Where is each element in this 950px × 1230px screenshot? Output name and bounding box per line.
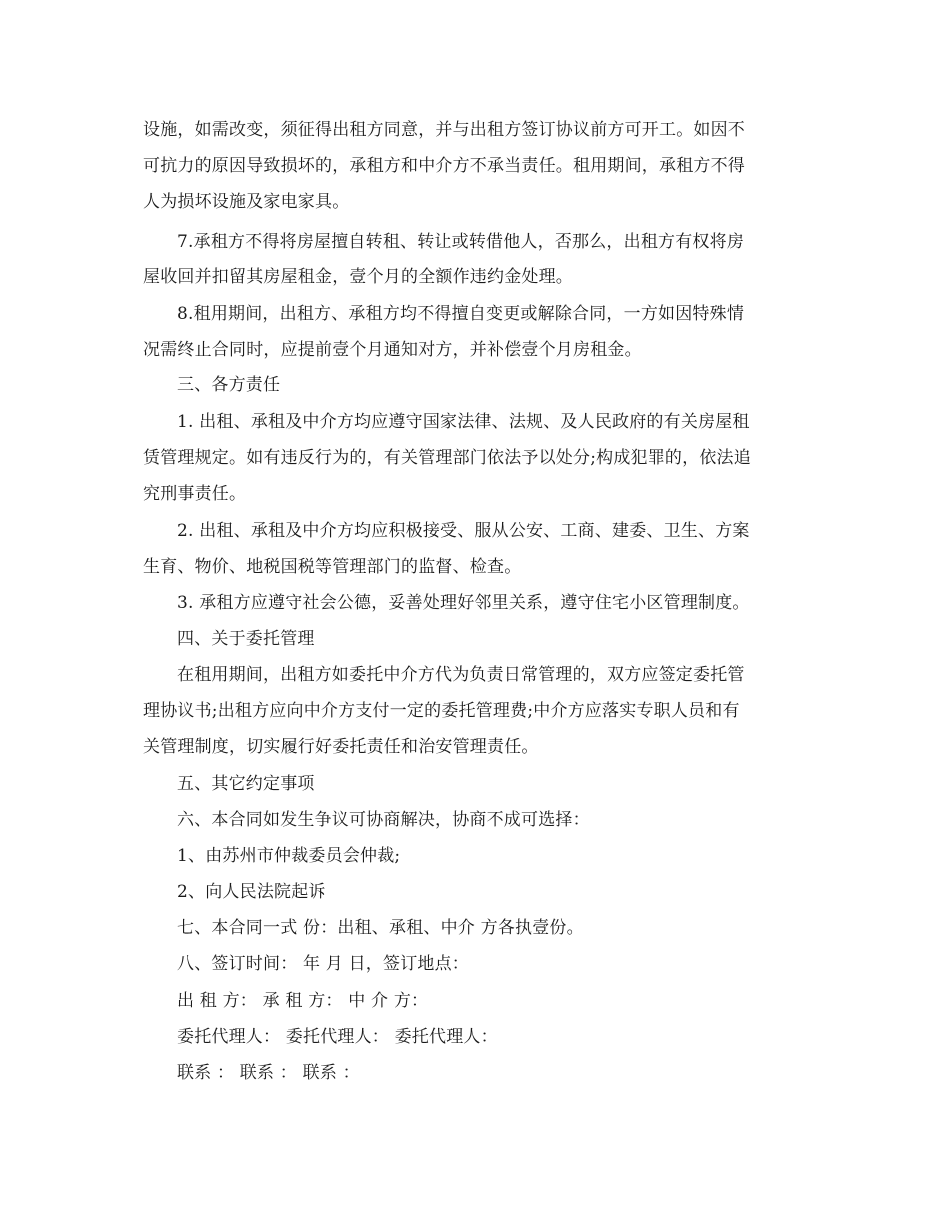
text-line: 8.租用期间，出租方、承租方均不得擅自变更或解除合同，一方如因特殊情 (177, 304, 745, 324)
section-heading: 五、其它约定事项 (177, 774, 315, 794)
text-line: 六、本合同如发生争议可协商解决，协商不成可选择： (177, 810, 590, 830)
signature-contacts: 联系 ： 联系 ： 联系 ： (177, 1063, 360, 1083)
text-line: 设施，如需改变，须征得出租方同意，并与出租方签订协议前方可开工。如因不 (143, 120, 745, 140)
text-line: 究刑事责任。 (143, 484, 247, 504)
text-line: 生育、物价、地税国税等管理部门的监督、检查。 (143, 557, 522, 577)
text-line: 屋收回并扣留其房屋租金，壹个月的全额作违约金处理。 (143, 267, 573, 287)
text-line: 3. 承租方应遵守社会公德，妥善处理好邻里关系，遵守住宅小区管理制度。 (177, 593, 750, 613)
text-line: 关管理制度，切实履行好委托责任和治安管理责任。 (143, 737, 539, 757)
section-heading: 四、关于委托管理 (177, 629, 315, 649)
text-line: 人为损坏设施及家电家具。 (143, 192, 350, 212)
text-line: 理协议书;出租方应向中介方支付一定的委托管理费;中介方应落实专职人员和有 (143, 701, 740, 721)
signature-agents: 委托代理人： 委托代理人： 委托代理人： (177, 1027, 498, 1047)
text-line: 可抗力的原因导致损坏的，承租方和中介方不承当责任。租用期间，承租方不得 (143, 156, 745, 176)
text-line: 赁管理规定。如有违反行为的，有关管理部门依法予以处分;构成犯罪的，依法追 (143, 448, 751, 468)
text-line: 7.承租方不得将房屋擅自转租、转让或转借他人，否那么，出租方有权将房 (177, 232, 745, 252)
text-line: 1. 出租、承租及中介方均应遵守国家法律、法规、及人民政府的有关房屋租 (177, 412, 750, 432)
text-line: 况需终止合同时，应提前壹个月通知对方，并补偿壹个月房租金。 (143, 340, 642, 360)
text-line: 七、本合同一式 份：出租、承租、中介 方各执壹份。 (177, 918, 584, 938)
section-heading: 三、各方责任 (177, 375, 281, 395)
text-line: 八、签订时间： 年 月 日，签订地点： (177, 954, 470, 974)
text-line: 2、向人民法院起诉 (177, 882, 326, 902)
text-line: 在租用期间，出租方如委托中介方代为负责日常管理的，双方应签定委托管 (177, 665, 745, 685)
text-line: 1、由苏州市仲裁委员会仲裁; (177, 846, 401, 866)
signature-parties: 出 租 方： 承 租 方： 中 介 方： (177, 991, 429, 1011)
text-line: 2. 出租、承租及中介方均应积极接受、服从公安、工商、建委、卫生、方案 (177, 521, 750, 541)
